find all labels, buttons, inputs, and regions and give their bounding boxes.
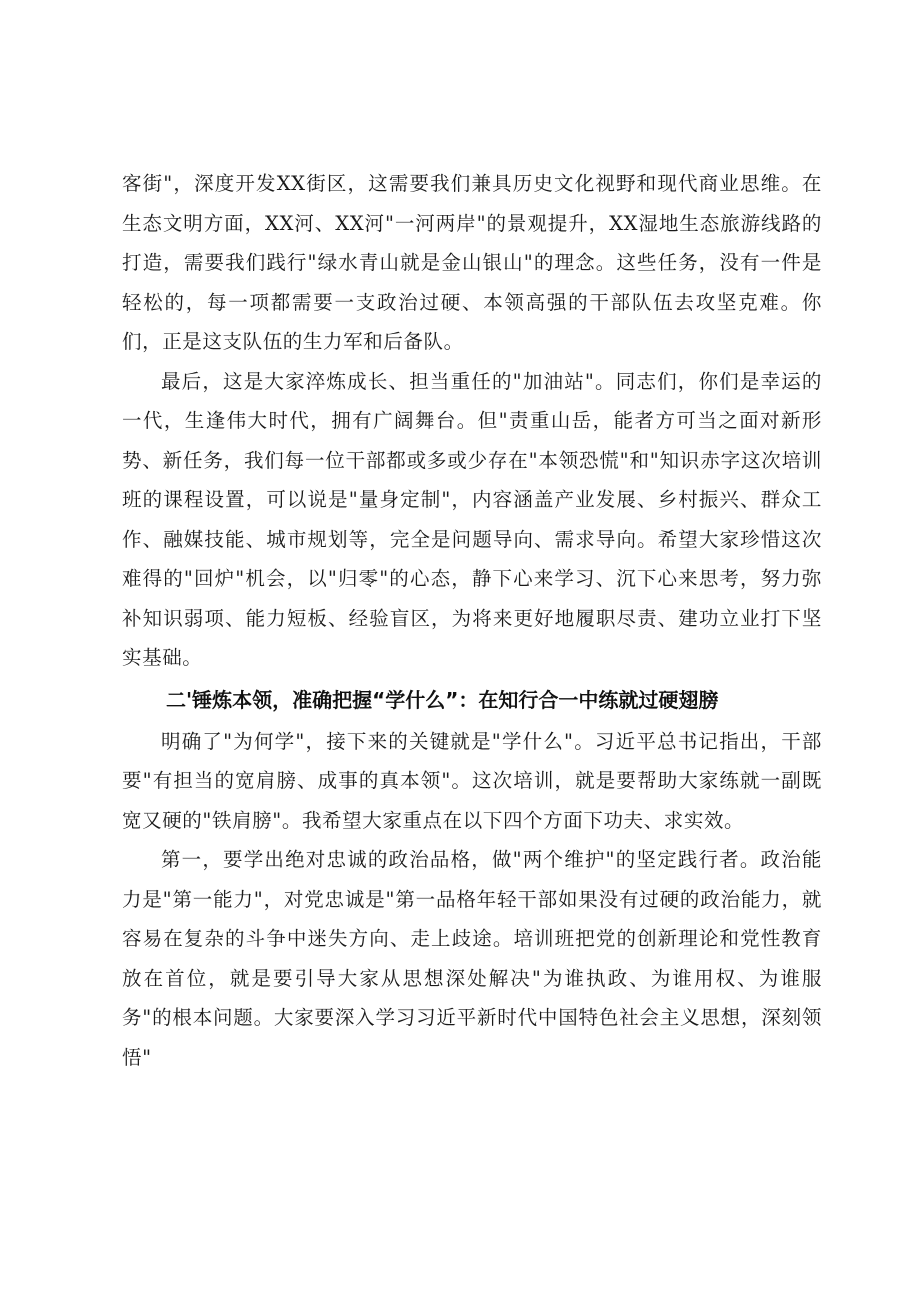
paragraph-finally: 最后，这是大家淬炼成长、担当重任的"加油站"。同志们，你们是幸运的一代，生逢伟大时代，拥有广阔舞台。但"责重山岳，能者方可当之面对新形势、新任务，我们每一位干部都或多或少存在"本领恐慌"和"知识赤字这次培训班的课程设置，可以说是"量身定制"，内容涵盖产业发展、乡村振兴、群众工作、融媒技能、城市规划等，完全是问题导向、需求导向。希望大家珍惜这次难得的"回炉"机会，以"归零"的心态，静下心来学习、沉下心来思考，努力弥补知识弱项、能力短板、经验盲区，为将来更好地履职尽责、建功立业打下坚实基础。 [122, 369, 822, 669]
document-body [122, 164, 822, 1077]
paragraph-continuation: 客街"，深度开发XX街区，这需要我们兼具历史文化视野和现代商业思维。在生态文明方面，XX河、XX河"一河两岸"的景观提升，XX湿地生态旅游线路的打造，需要我们践行"绿水青山就是金山银山"的理念。这些任务，没有一件是轻松的，每一项都需要一支政治过硬、本领高强的干部队伍去攻坚克难。你们，正是这支队伍的生力军和后备队。 [122, 172, 822, 353]
paragraph-what-to-learn: 明确了"为何学"，接下来的关键就是"学什么"。习近平总书记指出，干部要"有担当的宽肩膀、成事的真本领"。这次培训，就是要帮助大家练就一副既宽又硬的"铁肩膀"。我希望大家重点在以下四个方面下功夫、求实效。 [122, 729, 822, 832]
paragraph-first-point: 第一，要学出绝对忠诚的政治品格，做"两个维护"的坚定践行者。政治能力是"第一能力"，对党忠诚是"第一品格年轻干部如果没有过硬的政治能力，就容易在复杂的斗争中迷失方向、走上歧途。培训班把党的创新理论和党性教育放在首位，就是要引导大家从思想深处解决"为谁执政、为谁用权、为谁服务"的根本问题。大家要深入学习习近平新时代中国特色社会主义思想，深刻领悟" [122, 848, 822, 1069]
section-heading: 二'锤炼本领，准确把握“学什么”：在知行合一中练就过硬翅膀 [166, 687, 719, 712]
